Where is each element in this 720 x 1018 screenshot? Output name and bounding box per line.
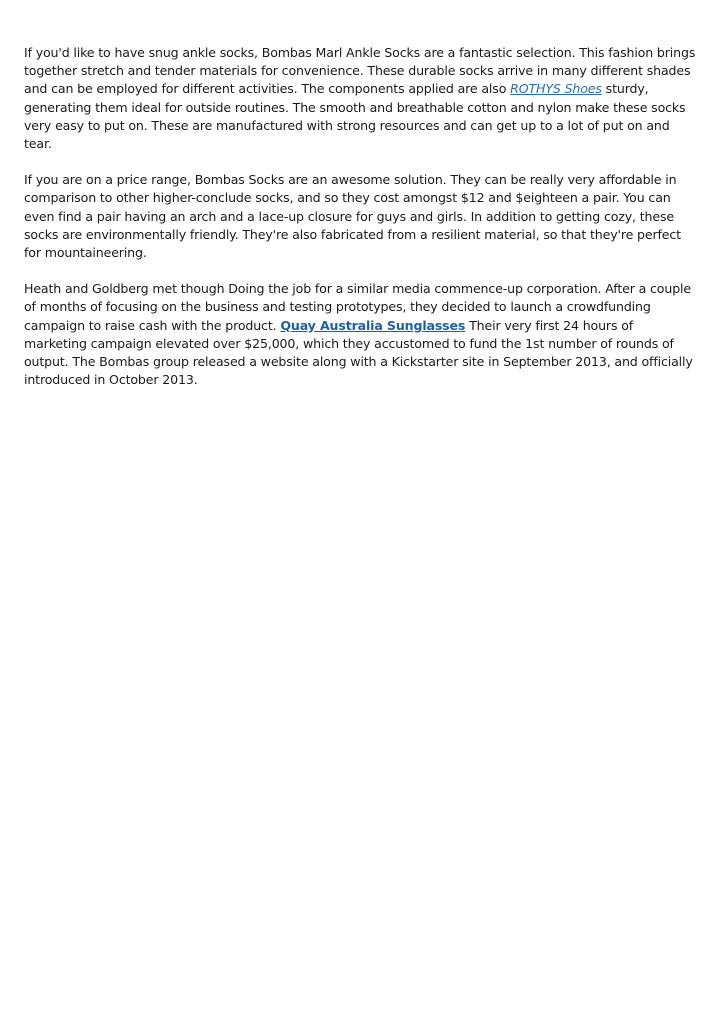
paragraph-2-text: If you are on a price range, Bombas Socks are an awesome solution. They can be really very affordable in comparison to other higher-conclude socks, and so they cost amongst $12 and $eighteen a pair. You can even find a pair having an arch and a lace-up closure for guys and girls. In addition to getting cozy, these socks are environmentally friendly. They're also fabricated from a resilient material, so that they're perfect for mountaineering. — [24, 172, 681, 261]
rothys-shoes-link[interactable]: ROTHYS Shoes — [510, 81, 602, 97]
paragraph-1-text-start: If you'd like to have snug ankle socks, Bombas Marl Ankle Socks are a fantastic selection. This fashion brings together stretch and tender materials for convenience. These durable socks arrive in many different shades and can be employed for different activities. The components applied are also — [24, 45, 696, 97]
paragraph-ankle-socks — [24, 44, 696, 153]
paragraph-price-range — [24, 171, 696, 262]
quay-australia-sunglasses-link[interactable]: Quay Australia Sunglasses — [280, 317, 466, 333]
document-body — [24, 44, 696, 407]
paragraph-1-text-end: sturdy, generating them ideal for outside routines. The smooth and breathable cotton and nylon make these socks very easy to put on. These are manufactured with strong resources and can get up to a lot of put on and tear. — [24, 81, 686, 152]
paragraph-company-history — [24, 280, 696, 389]
paragraph-3-text-end: Their very first 24 hours of marketing campaign elevated over $25,000, which they accustomed to fund the 1st number of rounds of output. The Bombas group released a website along with a Kickstarter site in September 2013, and officially introduced in October 2013. — [24, 317, 693, 388]
paragraph-3-text-start: Heath and Goldberg met though Doing the job for a similar media commence-up corporation. After a couple of months of focusing on the business and testing prototypes, they decided to launch a crowdfunding campaign to raise cash with the product. — [24, 281, 691, 333]
